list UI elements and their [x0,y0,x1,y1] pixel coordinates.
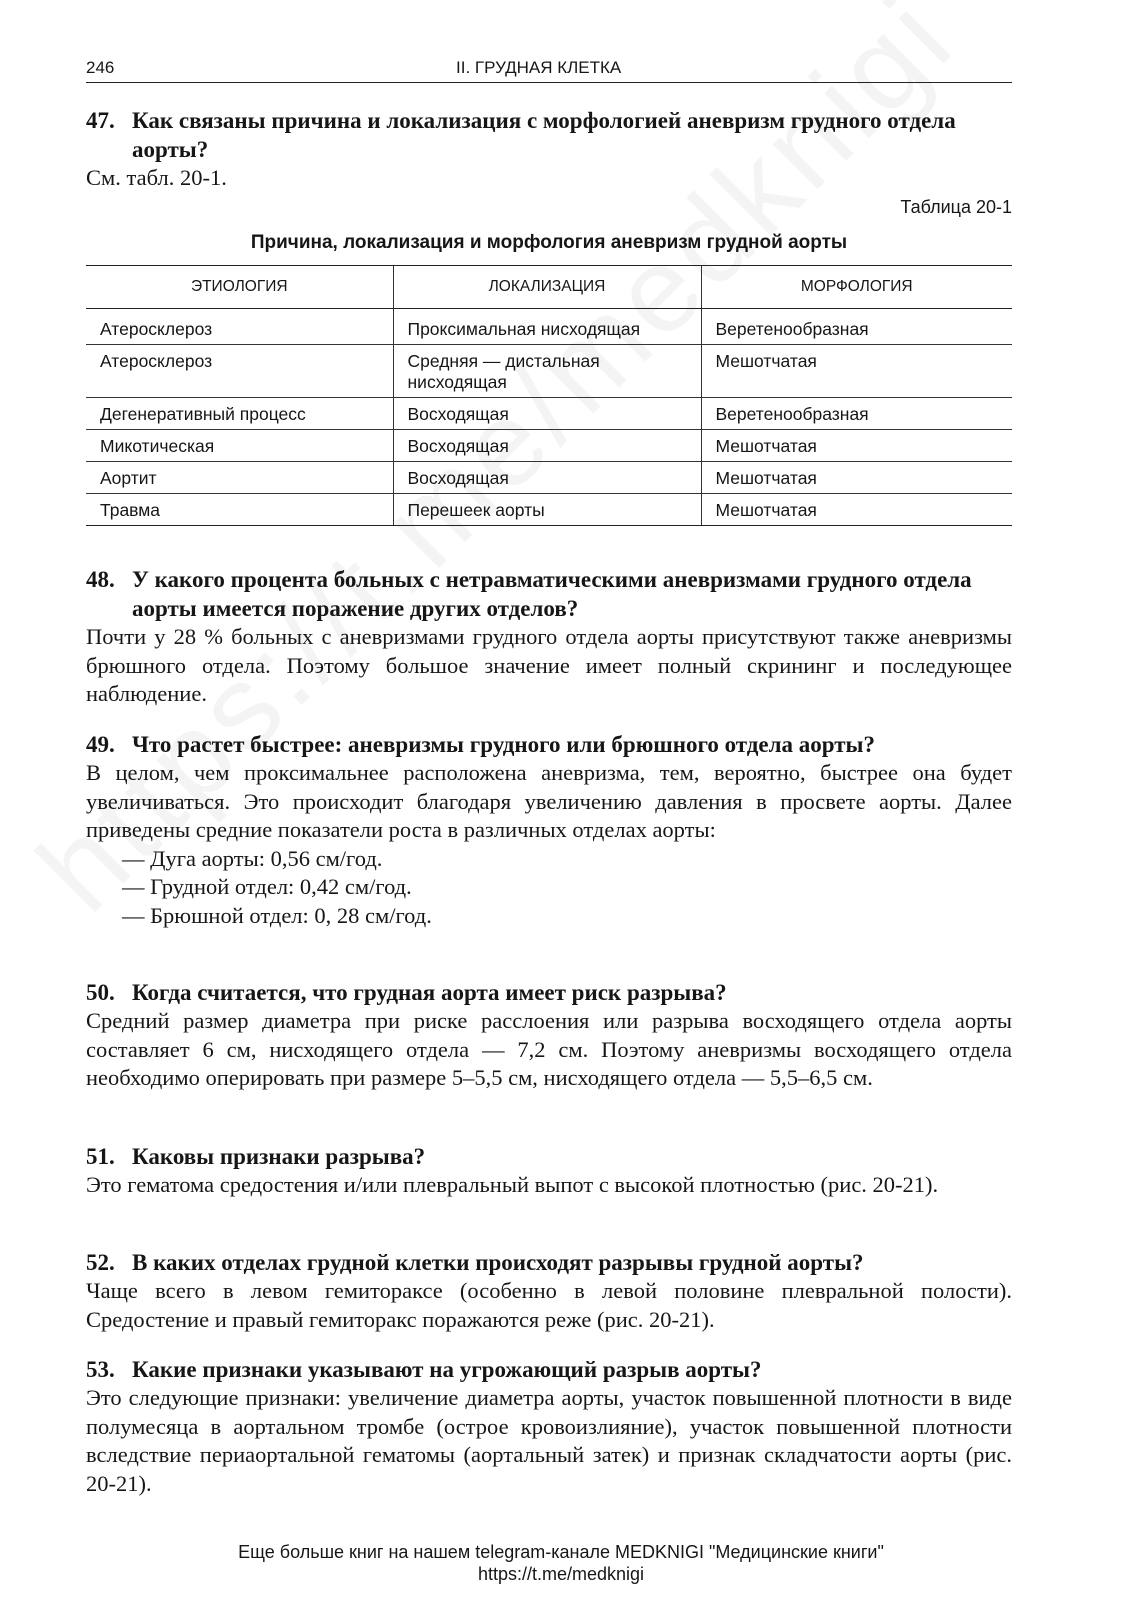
question-number: 52. [86,1250,115,1275]
question-number: 48. [86,567,115,592]
running-header [86,56,1012,83]
question-53 [86,1355,1012,1498]
question-51 [86,1142,1012,1200]
table-cell: Мешотчатая [701,462,1012,494]
answer-text: См. табл. 20-1. [86,165,227,190]
table-cell: Восходящая [393,462,701,494]
answer-text: Чаще всего в левом гемитораксе (особенно в левой половине плевральной полости). Средостение и правый гемиторакс поражаются реже (рис. 20-21). [86,1278,1012,1332]
table-cell: Мешотчатая [701,345,1012,398]
question-number: 49. [86,732,115,757]
question-47 [86,106,1012,193]
table-cell: Проксимальная нисходящая [393,309,701,345]
question-heading [78,730,1012,759]
question-52 [86,1248,1012,1334]
table-cell: Травма [86,494,393,526]
question-48 [86,565,1012,709]
question-text: Как связаны причина и локализация с морфологией аневризм грудного отдела аорты? [132,108,956,162]
question-heading [78,1355,1012,1384]
list-item: — Грудной отдел: 0,42 см/год. [122,874,412,899]
table-cell: Восходящая [393,430,701,462]
column-header-etiology: ЭТИОЛОГИЯ [86,266,393,309]
list-item: — Дуга аорты: 0,56 см/год. [122,845,383,871]
question-number: 47. [86,108,115,133]
question-heading [78,1142,1012,1171]
answer-text: В целом, чем проксимальнее расположена аневризма, тем, вероятно, быстрее она будет увеличиваться. Это происходит благодаря увеличению давления в просвете аорты. Далее приведены средние показатели роста в различных отделах аорты: [86,760,1012,842]
table-cell: Мешотчатая [701,494,1012,526]
question-49 [86,730,1012,930]
footer [0,1541,1122,1585]
table-row [86,494,1012,526]
table-row [86,309,1012,345]
table-title: Причина, локализация и морфология аневризм грудной аорты [250,232,848,253]
page-number: 246 [86,58,115,77]
table-cell: Дегенеративный процесс [86,398,393,430]
table-row [86,398,1012,430]
question-heading [78,1248,1012,1277]
table-cell: Атеросклероз [86,345,393,398]
question-text: У какого процента больных с нетравматическими аневризмами грудного отдела аорты имеется поражение других отделов? [132,567,972,621]
footer-link[interactable]: https://t.me/medknigi [477,1564,645,1584]
table-cell: Мешотчатая [701,430,1012,462]
answer-text: Это следующие признаки: увеличение диаметра аорты, участок повышенной плотности в виде полумесяца в аортальном тромбе (острое кровоизлияние), участок повышенной плотности вследствие периаортальной гематомы (аортальный затек) и признак складчатости аорты (рис. 20-21). [86,1385,1012,1496]
answer-text: Почти у 28 % больных с аневризмами грудного отдела аорты присутствуют также аневризмы брюшного отдела. Поэтому большое значение имеет полный скрининг и последующее наблюдение. [86,624,1012,706]
question-50 [86,978,1012,1093]
table-header-row [86,266,1012,309]
table-cell: Микотическая [86,430,393,462]
question-text: Какие признаки указывают на угрожающий разрыв аорты? [132,1357,762,1382]
table-row [86,430,1012,462]
table-cell: Перешеек аорты [393,494,701,526]
table-number: Таблица 20-1 [900,197,1012,217]
table-cell: Атеросклероз [86,309,393,345]
footer-promo-text: Еще больше книг на нашем telegram-канале MEDKNIGI "Медицинские книги" [238,1542,884,1562]
question-number: 51. [86,1144,115,1169]
question-text: Когда считается, что грудная аорта имеет риск разрыва? [132,980,727,1005]
table-cell: Веретенообразная [701,398,1012,430]
question-heading [78,106,1012,164]
column-header-morphology: МОРФОЛОГИЯ [701,266,1012,309]
table-cell: Аортит [86,462,393,494]
column-header-localization: ЛОКАЛИЗАЦИЯ [393,266,701,309]
aneurysm-table [86,265,1012,526]
table-cell: Восходящая [393,398,701,430]
question-text: В каких отделах грудной клетки происходят разрывы грудной аорты? [132,1250,864,1275]
question-text: Каковы признаки разрыва? [132,1144,426,1169]
table-cell: Веретенообразная [701,309,1012,345]
question-number: 53. [86,1357,115,1382]
chapter-title: II. ГРУДНАЯ КЛЕТКА [456,58,622,77]
table-cell: Средняя — дистальная нисходящая [393,345,701,398]
question-text: Что растет быстрее: аневризмы грудного или брюшного отдела аорты? [132,732,875,757]
question-number: 50. [86,980,115,1005]
answer-text: Средний размер диаметра при риске расслоения или разрыва восходящего отдела аорты составляет 6 см, нисходящего отдела — 7,2 см. Поэтому аневризмы восходящего отдела необходимо оперировать при размере 5–5,5 см, нисходящего отдела — 5,5–6,5 см. [86,1008,1012,1090]
list-item: — Брюшной отдел: 0, 28 см/год. [122,902,432,928]
table-row [86,345,1012,398]
answer-text: Это гематома средостения и/или плевральный выпот с высокой плотностью (рис. 20-21). [86,1172,939,1197]
question-heading [78,565,1012,623]
question-heading [78,978,1012,1007]
table-row [86,462,1012,494]
